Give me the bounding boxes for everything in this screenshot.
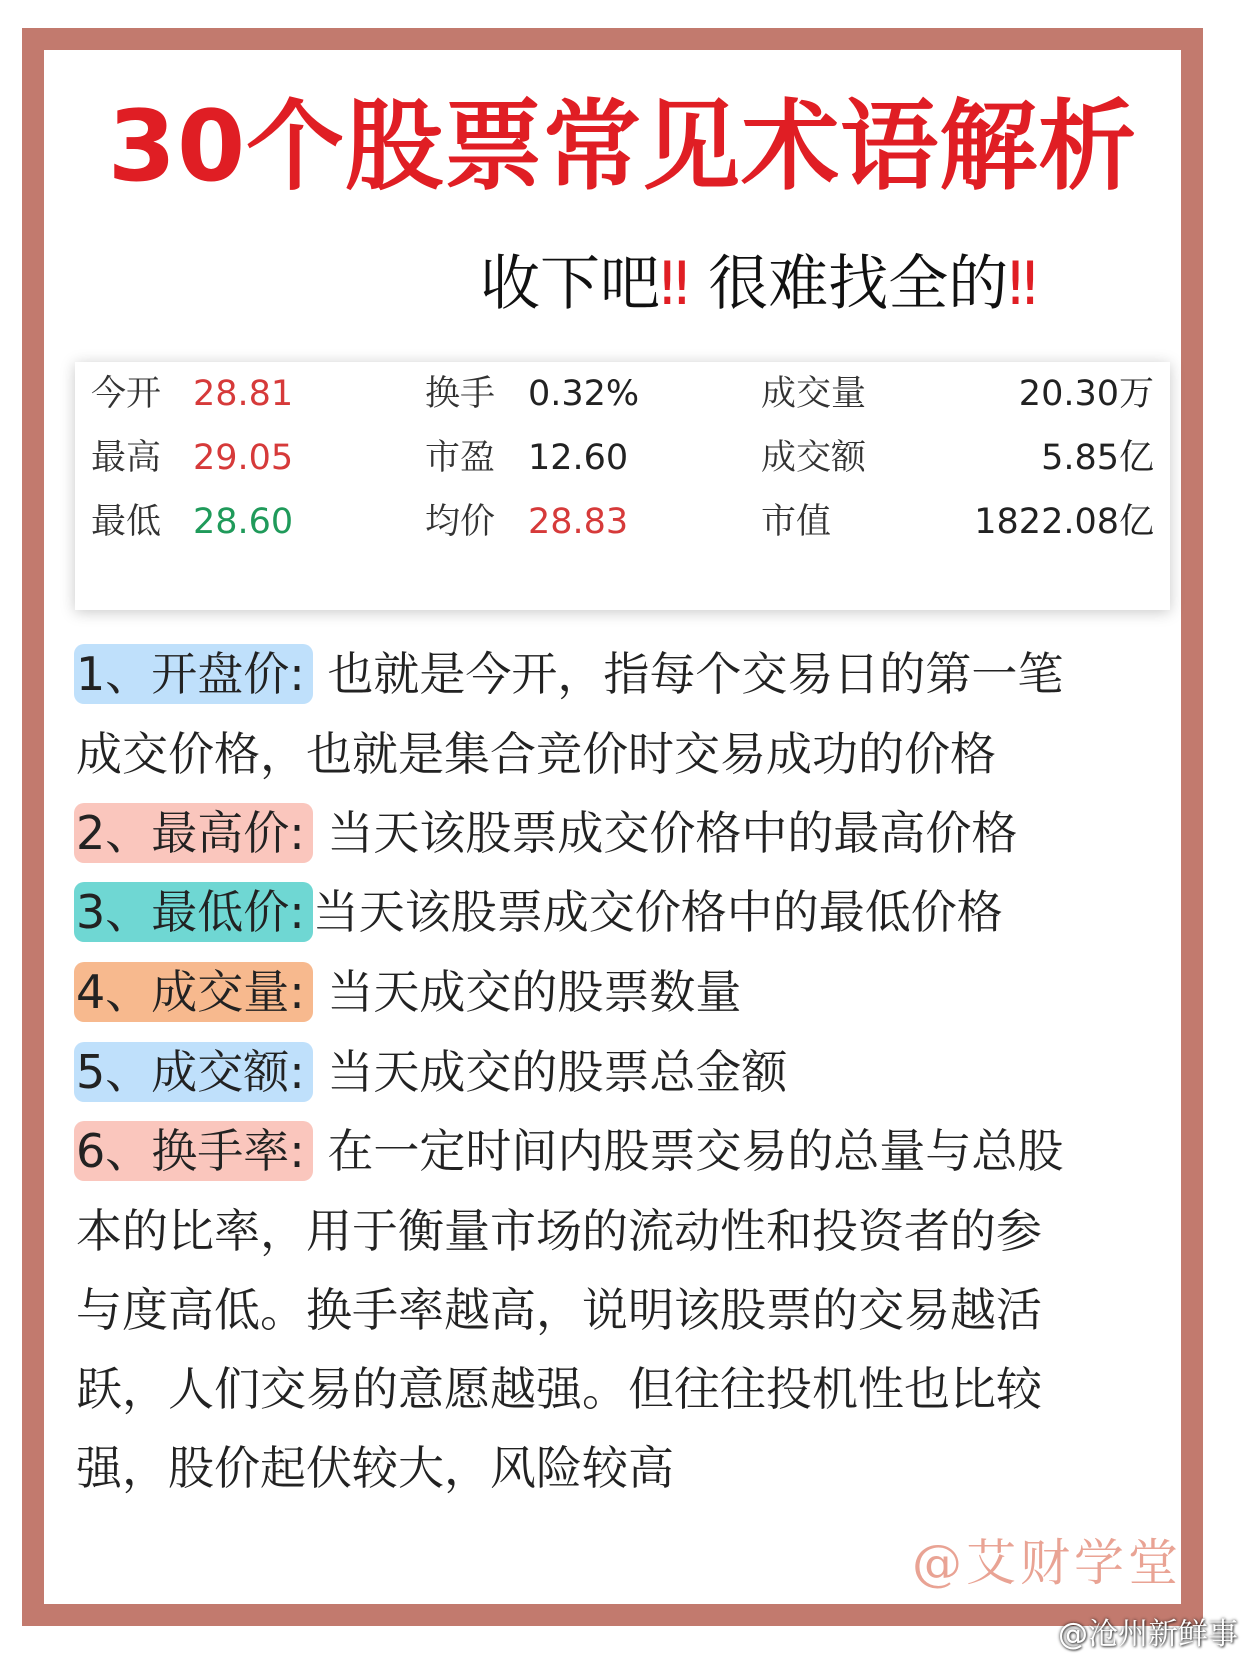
exclamation-mark: ‼: [1008, 249, 1038, 319]
term-5-tag: 5、成交额:: [74, 1042, 313, 1102]
quote-value-mcap: 1822.08亿: [974, 502, 1154, 542]
term-1-line-2: 成交价格，也就是集合竞价时交易成功的价格: [76, 727, 996, 781]
term-4-line: [76, 962, 1176, 1022]
quote-value-high: 29.05: [193, 438, 294, 478]
brand-signature: @艾财学堂: [912, 1534, 1182, 1592]
term-6-line-3: 与度高低。换手率越高，说明该股票的交易越活: [76, 1283, 1042, 1337]
weibo-watermark: [1020, 1615, 1238, 1655]
quote-label-pe: 市盈: [425, 438, 496, 478]
term-4-text: 当天成交的股票数量: [312, 965, 742, 1019]
page-title: 30个股票常见术语解析: [107, 90, 1138, 204]
term-1-text: 也就是今开，指每个交易日的第一笔: [312, 647, 1064, 701]
quote-value-turnover: 0.32%: [528, 374, 640, 414]
term-5-text: 当天成交的股票总金额: [312, 1045, 788, 1099]
weibo-icon: [1020, 1623, 1054, 1649]
quote-value-volume: 20.30万: [1018, 374, 1154, 414]
weibo-watermark-text: @沧州新鲜事: [1058, 1617, 1238, 1652]
quote-value-amount: 5.85亿: [1041, 438, 1154, 478]
term-6-line-4: 跃，人们交易的意愿越强。但往往投机性也比较: [76, 1362, 1042, 1416]
term-6-line-2: 本的比率，用于衡量市场的流动性和投资者的参: [76, 1204, 1042, 1258]
quote-label-avg: 均价: [425, 502, 496, 542]
quote-label-high: 最高: [91, 438, 162, 478]
term-6-line-5: 强，股价起伏较大，风险较高: [76, 1441, 674, 1495]
page-subtitle: [480, 248, 1037, 320]
quote-label-volume: 成交量: [761, 374, 867, 414]
quote-value-avg: 28.83: [528, 502, 629, 542]
term-1-tag: 1、开盘价:: [74, 644, 313, 704]
term-3-tag: 3、最低价:: [74, 882, 313, 942]
term-6-line-1: [76, 1121, 1176, 1181]
term-1-line-1: [76, 644, 1176, 704]
exclamation-mark: ‼: [660, 249, 690, 319]
quote-label-mcap: 市值: [761, 502, 832, 542]
quote-label-turnover: 换手: [425, 374, 496, 414]
term-6-tag: 6、换手率:: [74, 1121, 313, 1181]
stock-quote-panel: [75, 362, 1170, 610]
term-6-text: 在一定时间内股票交易的总量与总股: [312, 1124, 1064, 1178]
term-2-tag: 2、最高价:: [74, 803, 313, 863]
quote-value-low: 28.60: [193, 502, 294, 542]
term-2-text: 当天该股票成交价格中的最高价格: [312, 806, 1018, 860]
quote-value-pe: 12.60: [528, 438, 629, 478]
term-3-line: [76, 882, 1176, 942]
term-4-tag: 4、成交量:: [74, 962, 313, 1022]
quote-label-low: 最低: [91, 502, 162, 542]
term-2-line: [76, 803, 1176, 863]
quote-label-amount: 成交额: [761, 438, 867, 478]
term-5-line: [76, 1042, 1176, 1102]
quote-value-open: 28.81: [193, 374, 294, 414]
term-3-text: 当天该股票成交价格中的最低价格: [312, 885, 1003, 939]
quote-label-open: 今开: [91, 374, 162, 414]
subtitle-text: 收下吧: [480, 249, 660, 319]
subtitle-text-2: 很难找全的: [689, 249, 1009, 319]
